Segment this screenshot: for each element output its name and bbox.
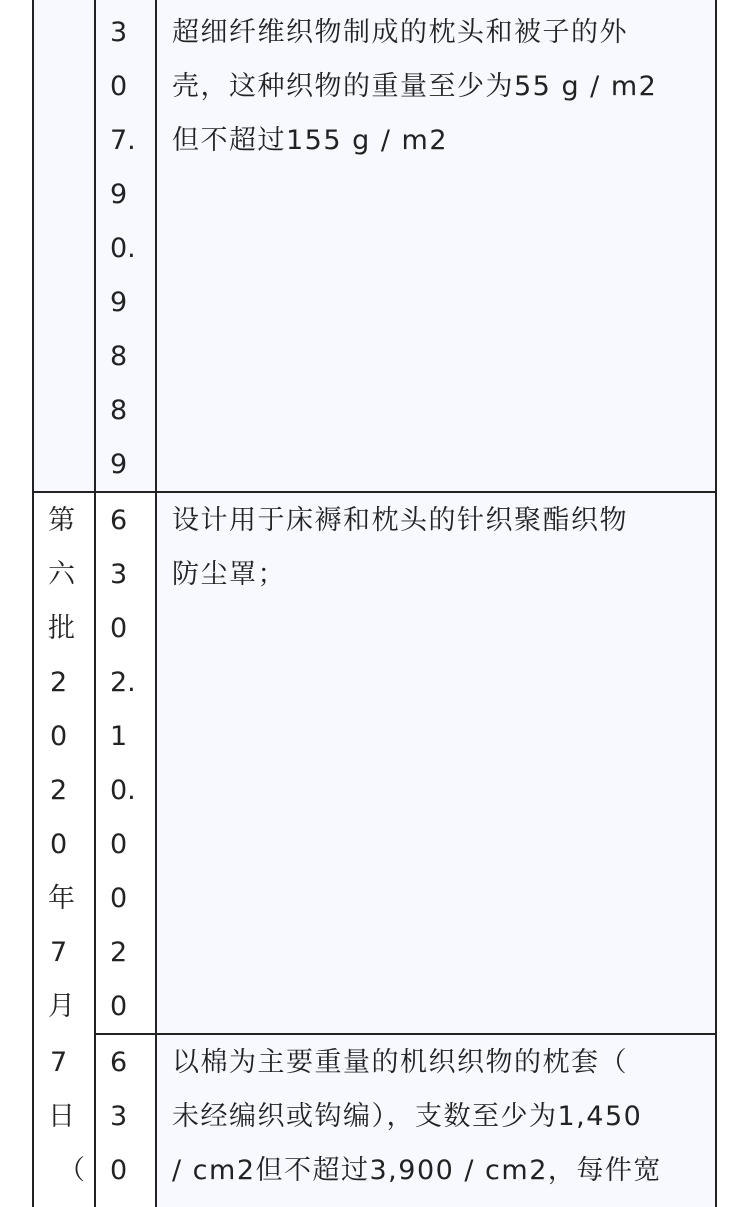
code-char: 9	[110, 449, 128, 480]
batch-char: 年	[48, 883, 75, 914]
code-char: 2.	[110, 667, 136, 698]
code-char: 3	[110, 17, 128, 48]
code-char: 8	[110, 341, 128, 372]
code-char: 2	[110, 937, 128, 968]
batch-char: 日	[48, 1101, 75, 1132]
hline-row2-end	[94, 1033, 717, 1035]
hline-row1-end	[32, 491, 717, 493]
description-line: 未经编织或钩编），支数至少为1,450	[172, 1101, 643, 1132]
code-char: 0	[110, 991, 128, 1022]
code-char: 7.	[110, 125, 136, 156]
code-char: 3	[110, 1101, 128, 1132]
vline-batch-code	[94, 0, 96, 1207]
description-line: 但不超过155 g / m2	[172, 125, 448, 156]
batch-char: 7	[50, 937, 68, 968]
code-char: 6	[110, 1047, 128, 1078]
batch-char: 0	[50, 721, 68, 752]
description-line: 超细纤维织物制成的枕头和被子的外	[172, 17, 628, 48]
code-char: 0	[110, 613, 128, 644]
batch-char: 六	[48, 559, 75, 590]
batch-char: 第	[48, 505, 75, 536]
batch-char: 2	[50, 775, 68, 806]
batch-char: 批	[48, 613, 75, 644]
code-char: 0	[110, 1155, 128, 1186]
vline-left	[32, 0, 34, 1207]
description-line: 以棉为主要重量的机织织物的枕套（	[172, 1047, 628, 1078]
code-char: 3	[110, 559, 128, 590]
batch-char: （	[58, 1155, 85, 1186]
code-char: 0	[110, 829, 128, 860]
description-line: 壳，这种织物的重量至少为55 g / m2	[172, 71, 658, 102]
batch-char: 7	[50, 1047, 68, 1078]
code-char: 9	[110, 179, 128, 210]
code-char: 0	[110, 71, 128, 102]
batch-char: 0	[50, 829, 68, 860]
code-char: 6	[110, 505, 128, 536]
vline-right	[715, 0, 717, 1207]
code-char: 0.	[110, 775, 136, 806]
code-char: 0.	[110, 233, 136, 264]
code-char: 9	[110, 287, 128, 318]
description-line: / cm2但不超过3,900 / cm2，每件宽	[172, 1155, 662, 1186]
code-char: 8	[110, 395, 128, 426]
description-line: 设计用于床褥和枕头的针织聚酯织物	[172, 505, 628, 536]
code-char: 0	[110, 883, 128, 914]
code-char: 1	[110, 721, 128, 752]
batch-char: 月	[48, 991, 75, 1022]
vline-code-desc	[155, 0, 157, 1207]
description-line: 防尘罩；	[172, 559, 286, 590]
batch-char: 2	[50, 667, 68, 698]
